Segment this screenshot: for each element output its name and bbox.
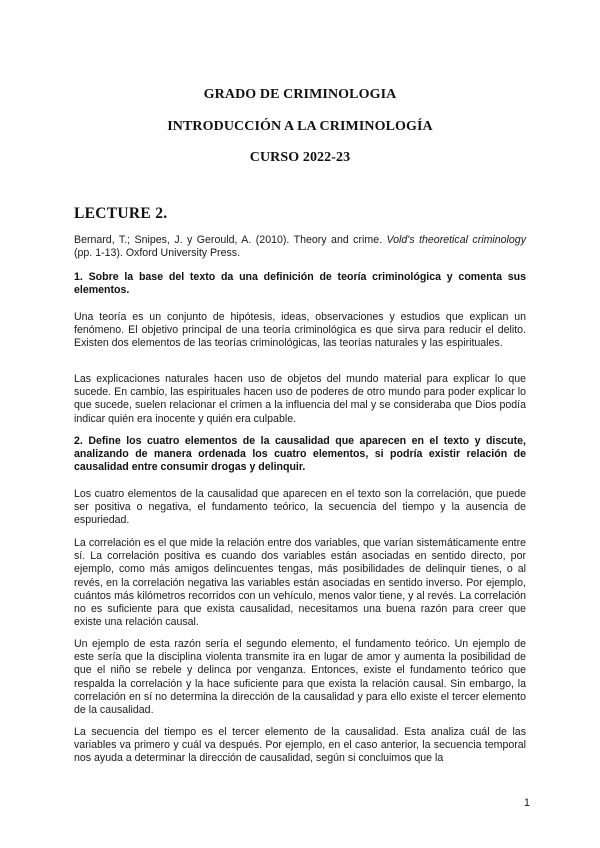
answer-paragraph: Los cuatro elementos de la causalidad que aparecen en el texto son la correlación, que puede ser positiva o negativa, el fundamento teórico, la secuencia del tiempo y la ausencia de espuriedad. [74, 488, 526, 527]
answer-paragraph: Una teoría es un conjunto de hipótesis, ideas, observaciones y estudios que explican un fenómeno. El objetivo principal de una teoría criminológica es que sirva para reducir el delito. Existen dos elementos de las teorías criminológicas, las teorías naturales y las espirituales. [74, 311, 526, 350]
reference-pages: (pp. 1-13). Oxford University Press. [74, 247, 241, 260]
reference-book-title: Vold's theoretical criminology [386, 234, 526, 246]
page-number: 1 [524, 797, 530, 809]
reference-text: Bernard, T.; Snipes, J. y Gerould, A. (2010). Theory and crime. [74, 234, 387, 246]
question-2: 2. Define los cuatro elementos de la causalidad que aparecen en el texto y discute, analizando de manera ordenada los cuatro elementos, si podría existir relación de causalidad entre consumir drogas y delinquir. [74, 435, 526, 474]
lecture-heading: LECTURE 2. [74, 205, 168, 222]
answer-paragraph: La correlación es el que mide la relación entre dos variables, que varían sistemáticamente entre sí. La correlación positiva es cuando dos variables están asociadas en sentido directo, por ejemplo, como más amigos delincuentes tengas, más posibilidades de delinquir tienes, o al revés, en la correlación negativa las variables están asociadas en sentido inverso. Por ejemplo, cuántos más kilómetros recorridos con un vehículo, menos valor tiene, y al revés. La correlación no es suficiente para que exista causalidad, necesitamos una buena razón para creer que existe una relación causal. [74, 537, 526, 629]
course-title: INTRODUCCIÓN A LA CRIMINOLOGÍA [167, 119, 433, 134]
answer-paragraph: Las explicaciones naturales hacen uso de objetos del mundo material para explicar lo que sucede. En cambio, las espirituales hacen uso de poderes de otro mundo para poder explicar lo que sucede, suelen relacionar el crimen a la influencia del mal y se consideraba que Dios podía indicar quién era inocente y quién era culpable. [74, 373, 526, 425]
academic-year: CURSO 2022-23 [249, 150, 351, 165]
question-1: 1. Sobre la base del texto da una definición de teoría criminológica y comenta sus elementos. [74, 271, 526, 297]
answer-paragraph: La secuencia del tiempo es el tercer elemento de la causalidad. Esta analiza cuál de las variables va primero y cuál va después. Por ejemplo, en el caso anterior, la secuencia temporal nos ayuda a determinar la dirección de causalidad, según si concluimos que la [74, 726, 526, 765]
bibliographic-reference [74, 234, 526, 260]
answer-paragraph: Un ejemplo de esta razón sería el segundo elemento, el fundamento teórico. Un ejemplo de este sería que la disciplina violenta transmite ira en lugar de amor y aumenta la posibilidad de que el niño se rebele y delinca por venganza. Entonces, existe el fundamento teórico que respalda la correlación y la hace suficiente para que exista la relación causal. Sin embargo, la correlación en sí no determina la dirección de la causalidad y para ello existe el tercer elemento de la causalidad. [74, 638, 526, 717]
degree-title: GRADO DE CRIMINOLOGIA [203, 87, 397, 102]
